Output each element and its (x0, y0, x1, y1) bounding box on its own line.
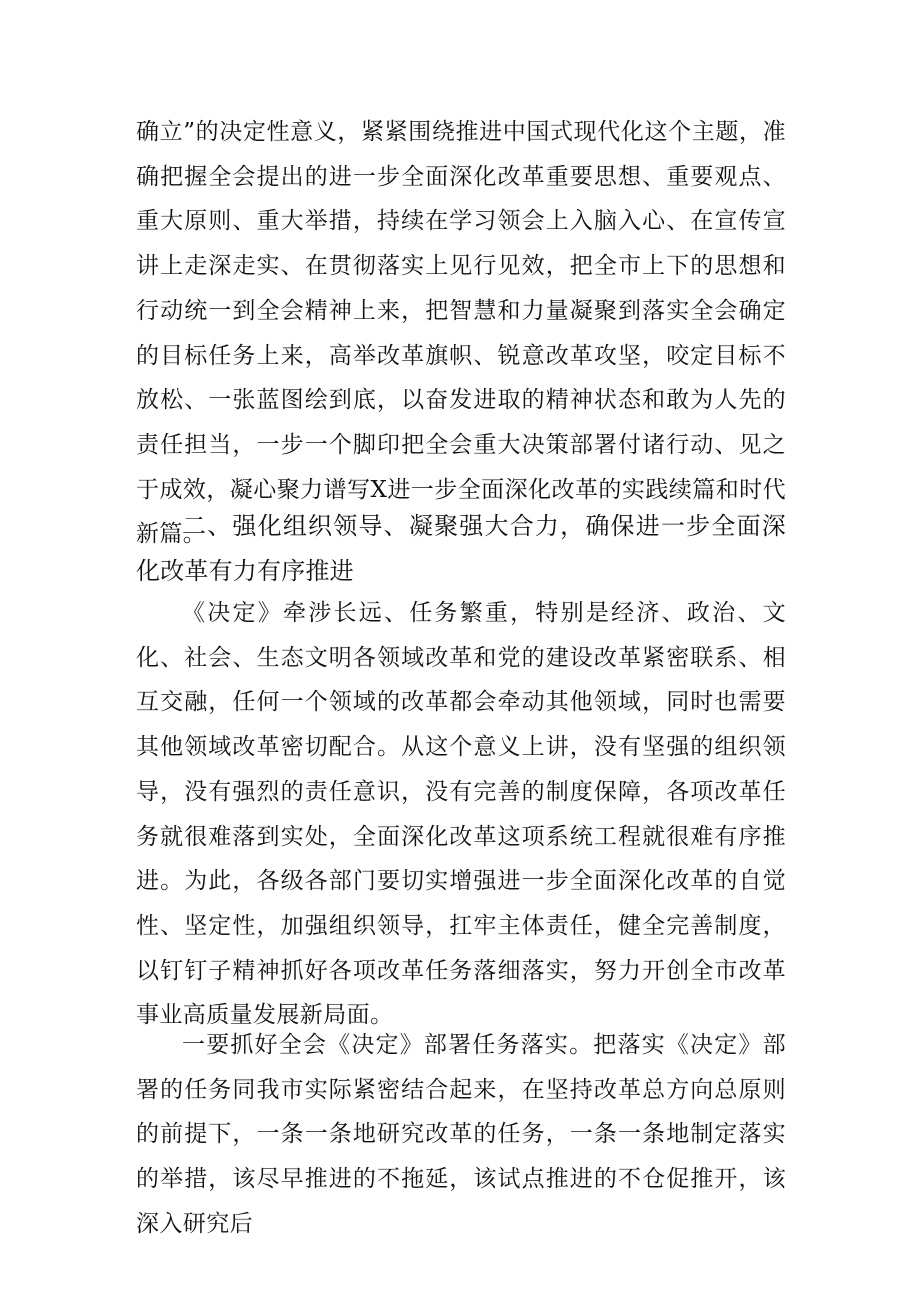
paragraph-text: 确立”的决定性意义，紧紧围绕推进中国式现代化这个主题，准确把握全会提出的进一步全面深化改革重要思想、重要观点、重大原则、重大举措，持续在学习领会上入脑入心、在宣传宣讲上走深走实、在贯彻落实上见行见效，把全市上下的思想和行动统一到全会精神上来，把智慧和力量凝聚到落实全会确定的目标任务上来，高举改革旗帜、锐意改革攻坚，咬定目标不放松、一张蓝图绘到底，以奋发进取的精神状态和敢为人先的责任担当，一步一个脚印把全会重大决策部署付诸行动、见之于成效，凝心聚力谱写X进一步全面深化改革的实践续篇和时代新篇。 (136, 119, 786, 548)
body-paragraph (136, 591, 786, 1038)
paragraph-text: 一要抓好全会《决定》部署任务落实。把落实《决定》部署的任务同我市实际紧密结合起来，在坚持改革总方向总原则的前提下，一条一条地研究改革的任务，一条一条地制定落实的举措，该尽早推进的不拖延，该试点推进的不仓促推开，该深入研究后 (136, 1032, 786, 1237)
body-paragraph (136, 110, 786, 557)
paragraph-text: 《决定》牵涉长远、任务繁重，特别是经济、政治、文化、社会、生态文明各领域改革和党的建设改革紧密联系、相互交融，任何一个领域的改革都会牵动其他领域，同时也需要其他领域改革密切配合。从这个意义上讲，没有坚强的组织领导，没有强烈的责任意识，没有完善的制度保障，各项改革任务就很难落到实处，全面深化改革这项系统工程就很难有序推进。为此，各级各部门要切实增强进一步全面深化改革的自觉性、坚定性，加强组织领导，扛牢主体责任，健全完善制度，以钉钉子精神抓好各项改革任务落细落实，努力开创全市改革事业高质量发展新局面。 (136, 600, 786, 1029)
section-heading: 二、强化组织领导、凝聚强大合力，确保进一步全面深化改革有力有序推进 (136, 512, 786, 585)
body-paragraph (136, 1023, 786, 1247)
